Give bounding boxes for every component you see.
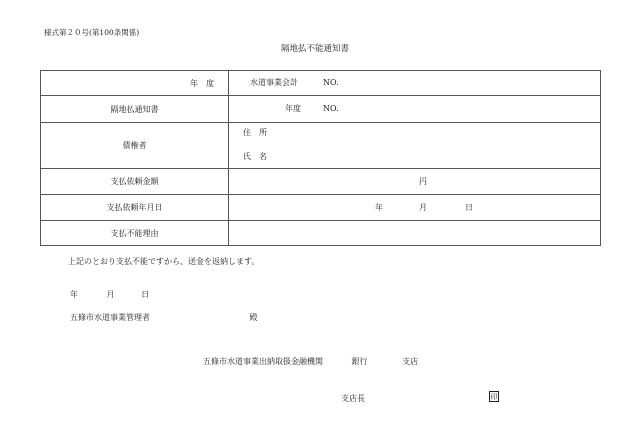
request-month: 月 xyxy=(419,203,427,212)
request-day: 日 xyxy=(465,203,473,212)
honorific: 殿 xyxy=(249,313,258,322)
value-reason xyxy=(229,221,601,246)
account-name: 水道事業会計 xyxy=(250,78,298,87)
label-fiscal-year: 年 度 xyxy=(41,71,229,96)
table-row-notice xyxy=(41,96,601,123)
bank-label: 銀行 xyxy=(351,357,368,366)
value-request-date xyxy=(229,195,601,221)
table-row-amount xyxy=(41,169,601,195)
issue-date xyxy=(70,290,149,300)
institution-name: 五條市水道事業出納取扱金融機関 xyxy=(203,357,323,366)
label-amount: 支払依頼金額 xyxy=(41,169,229,195)
value-fiscal-year xyxy=(229,71,601,96)
request-year: 年 xyxy=(375,203,383,212)
value-notice xyxy=(229,96,601,123)
amount-unit: 円 xyxy=(419,177,427,186)
label-notice: 隔地払通知書 xyxy=(41,96,229,123)
issue-date-month: 月 xyxy=(106,290,115,299)
value-amount xyxy=(229,169,601,195)
label-reason: 支払不能理由 xyxy=(41,221,229,246)
form-number: 様式第２０号(第100条関係) xyxy=(44,28,140,37)
notice-table xyxy=(40,70,601,246)
issue-date-day: 日 xyxy=(141,290,150,299)
addressee xyxy=(70,313,258,323)
label-request-date: 支払依頼年月日 xyxy=(41,195,229,221)
issue-date-year: 年 xyxy=(70,290,78,299)
financial-institution xyxy=(203,357,418,367)
table-row-creditor xyxy=(41,123,601,169)
branch-label: 支店 xyxy=(402,357,419,366)
manager-title: 五條市水道事業管理者 xyxy=(70,313,150,322)
label-creditor: 債権者 xyxy=(41,123,229,169)
table-row-request-date xyxy=(41,195,601,221)
branch-manager-label: 支店長 xyxy=(341,394,365,403)
return-note: 上記のとおり支払不能ですから、送金を返納します。 xyxy=(68,257,260,266)
notice-fiscal-year: 年度 xyxy=(285,104,301,113)
creditor-name-label: 氏 名 xyxy=(243,152,267,161)
seal-stamp: 印 xyxy=(490,393,498,401)
value-creditor xyxy=(229,123,601,169)
table-row-fiscal-year xyxy=(41,71,601,96)
creditor-address-label: 住 所 xyxy=(243,128,267,137)
notice-number-label: NO. xyxy=(323,104,339,113)
account-number-label: NO. xyxy=(323,78,339,87)
document-title: 隔地払不能通知書 xyxy=(280,44,349,54)
table-row-reason xyxy=(41,221,601,246)
